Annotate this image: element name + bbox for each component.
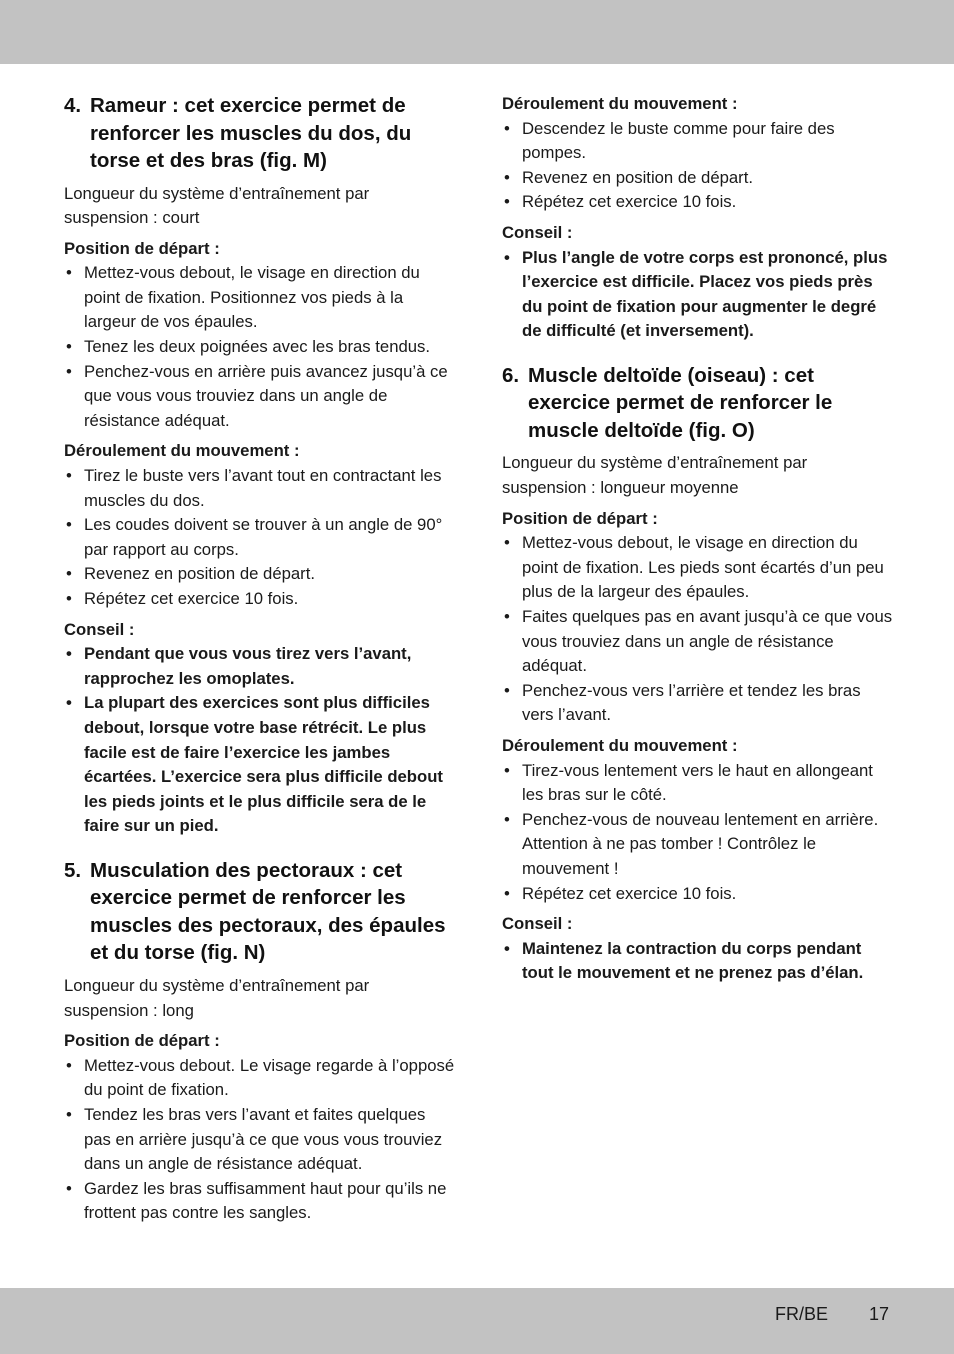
bullet-icon: • bbox=[504, 247, 510, 267]
tip-list bbox=[502, 246, 894, 344]
bullet-icon: • bbox=[504, 118, 510, 138]
bullet-icon: • bbox=[66, 564, 72, 584]
list-item: • Maintenez la contraction du corps pendant tout le mouvement et ne prenez pas d’élan. bbox=[504, 938, 864, 983]
suspension-length: Longueur du système d’entraînement par suspension : long bbox=[64, 975, 370, 1020]
bullet-icon: • bbox=[504, 938, 510, 958]
bullet-icon: • bbox=[66, 1178, 72, 1198]
section-5-heading bbox=[64, 857, 456, 967]
movement-label: Déroulement du mouvement : bbox=[502, 94, 738, 113]
movement-label: Déroulement du mouvement : bbox=[64, 441, 300, 461]
section-title: Musculation des pectoraux : cet exercice permet de renforcer les muscles des pectoraux, des épaules et du torse (fig. N) bbox=[90, 858, 446, 965]
start-position-list bbox=[64, 1054, 456, 1226]
list-item: • Revenez en position de départ. bbox=[502, 166, 894, 191]
list-item: • Tendez les bras vers l’avant et faites quelques pas en arrière jusqu’à ce que vous vous trouviez dans un angle de résistance adéquat. bbox=[66, 1104, 443, 1174]
start-position-list bbox=[64, 261, 456, 433]
section-title: Muscle deltoïde (oiseau) : cet exercice permet de renforcer le muscle deltoïde (fig. O) bbox=[528, 363, 833, 442]
section-4-heading bbox=[64, 92, 456, 175]
list-item: • Tirez-vous lentement vers le haut en allongeant les bras sur le côté. bbox=[504, 760, 873, 805]
tip-label: Conseil : bbox=[64, 619, 135, 639]
section-number: 6. bbox=[502, 363, 520, 387]
bullet-icon: • bbox=[504, 167, 510, 187]
bullet-icon: • bbox=[504, 809, 510, 829]
list-item: • La plupart des exercices sont plus difficiles debout, lorsque votre base rétrécit. Le plus facile est de faire l’exercice les jambes écartées. L’exercice sera plus difficile debout les pieds joints et le plus difficile sera de le faire sur un pied. bbox=[66, 693, 443, 836]
suspension-length: Longueur du système d’entraînement par suspension : longueur moyenne bbox=[502, 453, 808, 498]
tip-list bbox=[502, 937, 894, 986]
bullet-icon: • bbox=[66, 644, 72, 664]
tip-label: Conseil : bbox=[502, 914, 573, 934]
bullet-icon: • bbox=[66, 1104, 72, 1124]
left-column bbox=[64, 92, 456, 1226]
list-item: • Gardez les bras suffisamment haut pour qu’ils ne frottent pas contre les sangles. bbox=[66, 1178, 447, 1223]
list-item: • Plus l’angle de votre corps est prononcé, plus l’exercice est difficile. Placez vos pieds près du point de fixation pour augmenter le degré de difficulté (et inversement). bbox=[504, 247, 888, 341]
header-band bbox=[0, 0, 954, 64]
start-position-label: Position de départ : bbox=[64, 1031, 220, 1051]
list-item: • Mettez-vous debout, le visage en direction du point de fixation. Les pieds sont écartés d’un peu plus de la largeur des épaules. bbox=[504, 533, 884, 602]
list-item: • Penchez-vous en arrière puis avancez jusqu’à ce que vous vous trouviez dans un angle de résistance adéquat. bbox=[66, 361, 448, 430]
bullet-icon: • bbox=[66, 337, 72, 357]
right-column bbox=[502, 92, 894, 986]
list-item: • Répétez cet exercice 10 fois. bbox=[64, 587, 456, 612]
section-title: Rameur : cet exercice permet de renforcer les muscles du dos, du torse et des bras (fig. M) bbox=[90, 94, 412, 172]
bullet-icon: • bbox=[504, 680, 510, 700]
list-item: • Penchez-vous de nouveau lentement en arrière. Attention à ne pas tomber ! Contrôlez le mouvement ! bbox=[504, 809, 879, 878]
list-item: • Penchez-vous vers l’arrière et tendez les bras vers l’avant. bbox=[504, 680, 861, 725]
start-position-list bbox=[502, 531, 894, 728]
bullet-icon: • bbox=[66, 361, 72, 381]
tip-list bbox=[64, 642, 456, 839]
list-item: • Tenez les deux poignées avec les bras tendus. bbox=[64, 335, 456, 360]
bullet-icon: • bbox=[66, 589, 72, 608]
bullet-icon: • bbox=[66, 466, 72, 486]
list-item: • Descendez le buste comme pour faire des pompes. bbox=[504, 118, 835, 163]
bullet-icon: • bbox=[66, 263, 72, 283]
movement-label: Déroulement du mouvement : bbox=[502, 735, 738, 755]
list-item: • Les coudes doivent se trouver à un angle de 90° par rapport au corps. bbox=[66, 515, 443, 559]
movement-list bbox=[64, 464, 456, 612]
list-item: • Faites quelques pas en avant jusqu’à ce que vous vous trouviez dans un angle de résistance adéquat. bbox=[504, 607, 893, 676]
list-item: • Répétez cet exercice 10 fois. bbox=[502, 190, 894, 215]
bullet-icon: • bbox=[504, 533, 510, 553]
list-item: • Tirez le buste vers l’avant tout en contractant les muscles du dos. bbox=[66, 466, 442, 510]
bullet-icon: • bbox=[504, 607, 510, 626]
section-6-heading bbox=[502, 362, 894, 445]
list-item: • Répétez cet exercice 10 fois. bbox=[502, 882, 894, 907]
bullet-icon: • bbox=[66, 515, 72, 535]
footer-language-code: FR/BE bbox=[775, 1304, 829, 1324]
bullet-icon: • bbox=[66, 1055, 72, 1075]
bullet-icon: • bbox=[504, 883, 510, 903]
movement-list bbox=[502, 759, 894, 907]
list-item: • Pendant que vous vous tirez vers l’avant, rapprochez les omoplates. bbox=[66, 644, 412, 688]
tip-label: Conseil : bbox=[502, 222, 573, 242]
bullet-icon: • bbox=[504, 760, 510, 780]
start-position-label: Position de départ : bbox=[64, 238, 220, 258]
section-number: 5. bbox=[64, 858, 82, 882]
movement-list bbox=[502, 117, 894, 215]
bullet-icon: • bbox=[504, 192, 510, 212]
suspension-length: Longueur du système d’entraînement par suspension : court bbox=[64, 183, 370, 228]
page-number: 17 bbox=[869, 1304, 890, 1324]
list-item: • Revenez en position de départ. bbox=[64, 562, 456, 587]
section-number: 4. bbox=[64, 94, 82, 117]
list-item: • Mettez-vous debout. Le visage regarde à l’opposé du point de fixation. bbox=[66, 1055, 455, 1100]
bullet-icon: • bbox=[66, 693, 72, 713]
start-position-label: Position de départ : bbox=[502, 508, 658, 528]
list-item: • Mettez-vous debout, le visage en direction du point de fixation. Positionnez vos pieds à la largeur de vos épaules. bbox=[66, 263, 420, 332]
